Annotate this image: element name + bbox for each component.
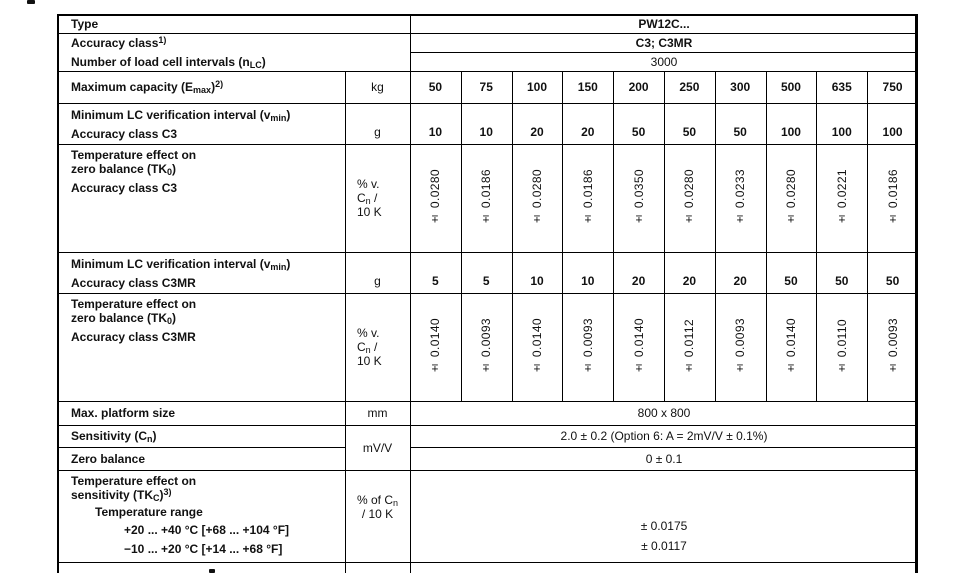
tk0-c3mr-unit-line2: $C_n$ / xyxy=(357,340,378,355)
tk0-c3-unit-line3: 10 K xyxy=(357,205,382,219)
tkc-unit-cell xyxy=(345,470,410,562)
tk0-c3mr-value-cell: ± 0.0140 xyxy=(631,318,646,376)
tk0-c3-values-row xyxy=(410,144,918,252)
vmin-c3mr-value-cell: 50 xyxy=(885,274,900,288)
sensitivity-value-text: 2.0 ± 0.2 (Option 6: A = 2mV/V ± 0.1%) xyxy=(560,429,768,443)
intervals-value-text: 3000 xyxy=(650,54,678,69)
vmin-c3mr-unit-cell xyxy=(345,252,410,293)
tkc-line1: Temperature effect on xyxy=(71,474,197,488)
vmin-c3-value-cell: 50 xyxy=(733,125,747,139)
platform-label-text: Max. platform size xyxy=(71,406,176,420)
grid-line-row xyxy=(57,562,918,563)
tk0-c3-value-cell: ± 0.0186 xyxy=(479,169,494,227)
row-vmin-c3mr-label xyxy=(59,252,345,293)
vmin-c3mr-values-row xyxy=(410,252,918,293)
cropped-text-fragment-top xyxy=(27,0,35,4)
vmin-c3-value-cell: 10 xyxy=(428,125,443,139)
vmin-c3mr-value-cell: 20 xyxy=(682,274,697,288)
row-intervals-label xyxy=(59,52,399,71)
row-vmin-c3-label xyxy=(59,103,345,144)
tk0-c3-value-cell: ± 0.0280 xyxy=(428,169,443,227)
tkc-value2: ± 0.0117 xyxy=(641,539,687,553)
vmin-c3mr-value-cell: 20 xyxy=(631,274,646,288)
tk0-c3mr-value-cell: ± 0.0093 xyxy=(479,318,494,376)
tk0-c3mr-line2: zero balance $(TK_0)$ xyxy=(71,311,177,326)
tkc-value1: ± 0.0175 xyxy=(640,519,688,533)
capacity-value-cell: 100 xyxy=(526,80,547,94)
tk0-c3-line1: Temperature effect on xyxy=(71,148,197,162)
capacity-value-cell: 750 xyxy=(882,80,903,94)
tk0-c3-value-cell: ± 0.0221 xyxy=(834,169,849,227)
vmin-c3-line2: Accuracy class C3 xyxy=(71,127,178,141)
vmin-c3mr-value-cell: 10 xyxy=(530,274,544,288)
tk0-c3-value-cell: ± 0.0350 xyxy=(631,169,646,227)
capacity-value-cell: 75 xyxy=(479,80,493,94)
tk0-c3-unit-line2: $C_n$ / xyxy=(357,191,378,206)
capacity-value-cell: 300 xyxy=(730,80,751,94)
platform-unit-cell xyxy=(345,401,410,425)
capacity-unit-text: kg xyxy=(371,80,384,94)
type-value-text: PW12C... xyxy=(638,16,690,31)
tk0-c3-unit-line1: % v. xyxy=(357,177,380,191)
capacity-value-cell: 250 xyxy=(679,80,700,94)
vmin-c3-line1: Minimum LC verification interval $(v_{min})$ xyxy=(71,108,291,123)
tk0-c3mr-unit-line3: 10 K xyxy=(357,354,382,368)
capacity-label-text: Maximum capacity $(E_{max})^{2)}$ xyxy=(71,79,224,95)
tk0-c3-value-cell: ± 0.0233 xyxy=(733,169,748,227)
row-accuracy-label xyxy=(59,33,399,52)
row-tkc-label xyxy=(59,470,345,562)
row-tk0-c3mr-label xyxy=(59,293,345,401)
vmin-c3-value-cell: 50 xyxy=(682,125,697,139)
tk0-c3mr-line1: Temperature effect on xyxy=(71,297,197,311)
vmin-c3-value-cell: 100 xyxy=(780,125,801,139)
tk0-c3-value-cell: ± 0.0280 xyxy=(529,169,544,227)
zero-balance-label-text: Zero balance xyxy=(71,451,146,466)
tkc-unit-line2: / 10 K xyxy=(361,507,394,521)
tkc-values-cell xyxy=(410,470,918,562)
vmin-c3mr-value-cell: 20 xyxy=(733,274,747,288)
vmin-c3-value-cell: 20 xyxy=(581,125,595,139)
vmin-c3-value-cell: 100 xyxy=(831,125,852,139)
tkc-range2: −10 ... +20 °C [+14 ... +68 °F] xyxy=(124,542,283,556)
tk0-c3mr-value-cell: ± 0.0112 xyxy=(682,318,697,376)
row-platform-label xyxy=(59,401,345,425)
row-capacity-label xyxy=(59,71,345,103)
capacity-value-cell: 500 xyxy=(780,80,801,94)
capacity-value-cell: 635 xyxy=(831,80,852,94)
vmin-c3-values-row xyxy=(410,103,918,144)
row-sensitivity-label xyxy=(59,425,345,447)
tkc-range1: +20 ... +40 °C [+68 ... +104 °F] xyxy=(124,523,290,537)
sensitivity-label-text: Sensitivity $(C_n)$ xyxy=(71,429,157,444)
tkc-unit-line1: % of $C_n$ xyxy=(356,493,399,508)
tk0-c3-value-cell: ± 0.0280 xyxy=(783,169,798,227)
tk0-c3mr-value-cell: ± 0.0140 xyxy=(428,318,443,376)
vmin-c3-value-cell: 20 xyxy=(530,125,544,139)
sensitivity-unit-text: mV/V xyxy=(362,440,393,455)
tk0-c3mr-value-cell: ± 0.0140 xyxy=(783,318,798,376)
tk0-c3-value-cell: ± 0.0186 xyxy=(885,169,900,227)
vmin-c3mr-line2: Accuracy class C3MR xyxy=(71,276,196,290)
sensitivity-unit-cell xyxy=(345,425,410,470)
vmin-c3-unit-text: g xyxy=(374,125,381,139)
tk0-c3mr-unit-cell xyxy=(345,293,410,401)
tk0-c3-line3: Accuracy class C3 xyxy=(71,181,178,195)
row-type-label xyxy=(59,14,345,33)
vmin-c3mr-unit-text: g xyxy=(374,274,381,288)
vmin-c3-value-cell: 10 xyxy=(479,125,493,139)
vmin-c3-value-cell: 50 xyxy=(631,125,646,139)
capacity-unit-cell xyxy=(345,71,410,103)
tkc-range-label: Temperature range xyxy=(95,505,203,519)
type-label-text: Type xyxy=(71,16,99,31)
accuracy-value-text: C3; C3MR xyxy=(635,35,693,50)
capacity-value-cell: 200 xyxy=(628,80,649,94)
vmin-c3-value-cell: 100 xyxy=(882,125,903,139)
row-zero-balance-label xyxy=(59,447,345,470)
row-tk0-c3-label xyxy=(59,144,345,252)
row-intervals-value xyxy=(410,52,918,71)
row-type-value xyxy=(410,14,918,33)
tk0-c3-unit-cell xyxy=(345,144,410,252)
vmin-c3mr-value-cell: 5 xyxy=(432,274,439,288)
tk0-c3-line2: zero balance $(TK_0)$ xyxy=(71,162,177,177)
tk0-c3mr-line3: Accuracy class C3MR xyxy=(71,330,196,344)
sensitivity-value-cell xyxy=(410,425,918,447)
tk0-c3mr-value-cell: ± 0.0140 xyxy=(529,318,544,376)
vmin-c3mr-value-cell: 5 xyxy=(482,274,490,288)
platform-unit-text: mm xyxy=(367,406,388,420)
platform-value-text: 800 x 800 xyxy=(637,406,691,420)
vmin-c3mr-value-cell: 50 xyxy=(835,274,849,288)
tk0-c3mr-value-cell: ± 0.0093 xyxy=(885,318,900,376)
accuracy-label-text: Accuracy class$^{1)}$ xyxy=(71,34,167,50)
tk0-c3mr-value-cell: ± 0.0093 xyxy=(580,318,595,376)
vmin-c3mr-line1: Minimum LC verification interval $(v_{min})$ xyxy=(71,257,291,272)
platform-value-cell xyxy=(410,401,918,425)
vmin-c3-unit-cell xyxy=(345,103,410,144)
zero-balance-value-text: 0 ± 0.1 xyxy=(645,451,683,466)
tk0-c3mr-value-cell: ± 0.0093 xyxy=(733,318,748,376)
row-accuracy-value xyxy=(410,33,918,52)
vmin-c3mr-value-cell: 10 xyxy=(581,274,595,288)
tk0-c3-value-cell: ± 0.0186 xyxy=(580,169,595,227)
tk0-c3mr-unit-line1: % v. xyxy=(357,326,380,340)
tk0-c3mr-values-row xyxy=(410,293,918,401)
tk0-c3-value-cell: ± 0.0280 xyxy=(682,169,697,227)
cropped-text-fragment-bottom xyxy=(209,569,215,573)
intervals-label-text: Number of load cell intervals $(n_{LC})$ xyxy=(71,54,266,70)
vmin-c3mr-value-cell: 50 xyxy=(784,274,798,288)
capacity-value-cell: 150 xyxy=(577,80,598,94)
capacity-value-cell: 50 xyxy=(428,80,443,94)
zero-balance-value-cell xyxy=(410,447,918,470)
tk0-c3mr-value-cell: ± 0.0110 xyxy=(834,318,849,376)
capacity-values-row xyxy=(410,71,918,103)
tkc-line2: sensitivity $(TK_C)^{3)}$ xyxy=(71,487,172,503)
